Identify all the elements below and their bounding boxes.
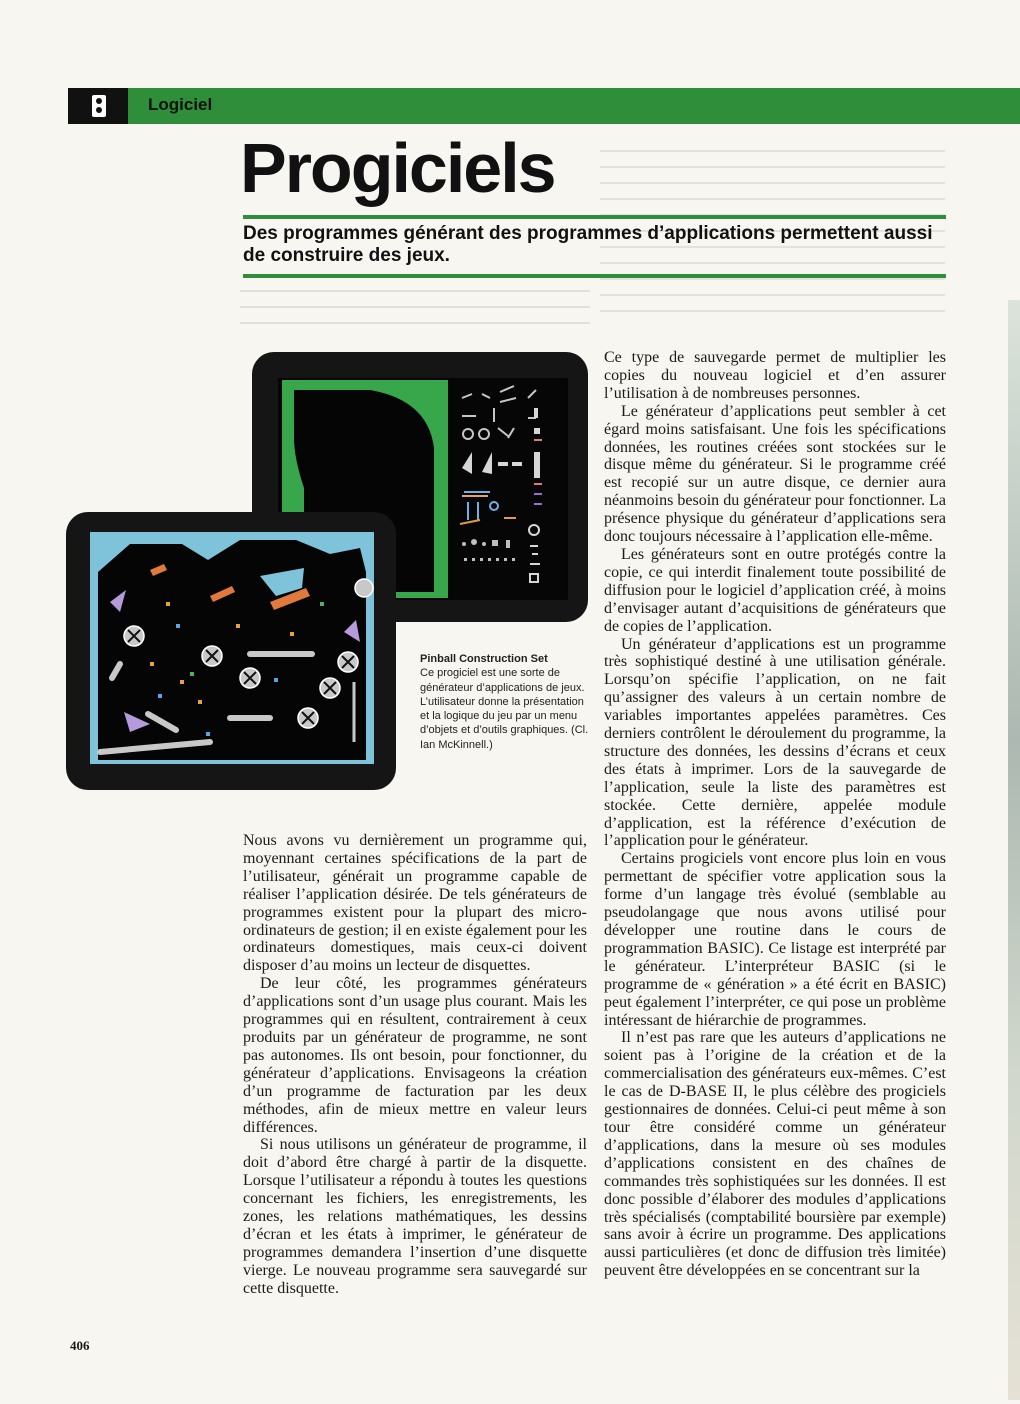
- paragraph: De leur côté, les programmes générateurs d’applications sont d’un usage plus courant. Mais les programmes qui en résultent, contrairement à ceux produits par un générateur de programme, ne sont pas autonomes. Ils ont besoin, pour fonctionner, du générateur d’applications. Envisageons la création d’un programme de facturation par les deux méthodes, afin de mieux mettre en valeur leurs différences.: [243, 975, 587, 1136]
- section-header-bar: [68, 88, 1020, 124]
- article-title: Progiciels: [240, 129, 555, 207]
- paragraph: Un générateur d’applications est un programme très sophistiqué destiné à une utilisation générale. Lorsqu’on spécifie l’application, on ne fait qu’assigner des valeurs à un certain nombre de variables importantes appelées paramètres. Ces derniers contrôlent le déroulement du programme, la structure des données, les dessins d’écrans et ceux des états à imprimer. Lors de la sauvegarde de l’application, seule la liste des paramètres est stockée. Cette dernière, appelée module d’application, est la référence d’exécution de l’application pour le générateur.: [604, 635, 946, 850]
- paragraph: Certains progiciels vont encore plus loin en vous permettant de spécifier votre application sous la forme d’un langage très évolué (semblable au pseudolangage que nous avons utilisé pour développer une routine dans le cours de programmation BASIC). Ce listage est interprété par le générateur. L’interpréteur BASIC (si le programme de « génération » a été écrit en BASIC) peut également l’interpréter, ce qui pose un problème intéressant de hiérarchie de programmes.: [604, 850, 946, 1029]
- paragraph: Nous avons vu dernièrement un programme qui, moyennant certaines spécifications de la part de l’utilisateur, générait un programme capable de réaliser l’application désirée. De tels générateurs de programmes existent pour la plupart des micro-ordinateurs de gestion; il en existe également pour les ordinateurs domestiques, mais ceux-ci doivent disposer d’au moins un lecteur de disquettes.: [243, 832, 587, 975]
- page-number: 406: [70, 1338, 90, 1353]
- body-column-right: [604, 349, 946, 1280]
- adjacent-page-edge: [1008, 300, 1020, 1400]
- body-column-left: [243, 832, 587, 1298]
- section-label: Logiciel: [148, 95, 213, 114]
- paragraph: Ce type de sauvegarde permet de multiplier les copies du nouveau logiciel et d’en assurer l’utilisation à de nombreuses personnes.: [604, 349, 946, 402]
- title-rule-top: [243, 215, 946, 219]
- pinball-playfield-illustration: [90, 532, 374, 764]
- show-through-text-left: [240, 290, 590, 338]
- figure-caption: [420, 652, 592, 752]
- paragraph: Si nous utilisons un générateur de programme, il doit d’abord être chargé à partir de la disquette. Lorsque l’utilisateur a répondu à toutes les questions concernant les fichiers, les enregistrements, les zones, les relations mathématiques, les dessins d’écran et les états à imprimer, le générateur de programmes demandera l’insertion d’une disquette vierge. Le nouveau programme sera sauvegardé sur cette disquette.: [243, 1136, 587, 1297]
- pinball-playfield-screen: [90, 532, 374, 764]
- caption-text: Ce progiciel est une sorte de générateur d’applications de jeux. L’utilisateur donne la présentation et la logique du jeu par un menu d’objets et d’outils graphiques. (Cl. Ian McKinnell.): [420, 667, 589, 751]
- paragraph: Il n’est pas rare que les auteurs d’applications ne soient pas à l’origine de la création et de la commercialisation des générateurs eux-mêmes. C’est le cas de D-BASE II, le plus célèbre des progiciels gestionnaires de données. Celui-ci peut même à son tour être considéré comme un générateur d’applications, dans la mesure où ses modules d’applications consistent en des chaînes de commandes très sophistiquées sur les données. Il est donc possible d’élaborer des modules d’applications très spécialisés (comptabilité boursière par exemple) sans avoir à écrire un programme. Des applications aussi particulières (et donc de diffusion très limitée) peuvent être développées en se concentrant sur la: [604, 1029, 946, 1280]
- paragraph: Le générateur d’applications peut sembler à cet égard moins satisfaisant. Une fois les spécifications données, les routines créées sont stockées sur le disque même du générateur. Si le programme créé est recopié sur un autre disque, ce dernier aura néanmoins besoin du générateur pour fonctionner. La présence physique du générateur d’applications sera donc toujours nécessaire à l’application elle-même.: [604, 402, 946, 546]
- monitor-pinball-playfield: [66, 512, 396, 790]
- article-subtitle: Des programmes générant des programmes d’applications permettent aussi de construire des jeux.: [243, 223, 933, 266]
- caption-title: Pinball Construction Set: [420, 653, 548, 665]
- paragraph: Les générateurs sont en outre protégés contre la copie, ce qui interdit finalement toute possibilité de diffusion pour le logiciel d’application créé, à moins d’envisager autant d’acquisitions de générateurs que de copies de l’application.: [604, 545, 946, 635]
- title-rule-bottom: [243, 274, 946, 278]
- section-icon-box: [68, 88, 128, 124]
- floppy-disk-icon: [92, 95, 106, 117]
